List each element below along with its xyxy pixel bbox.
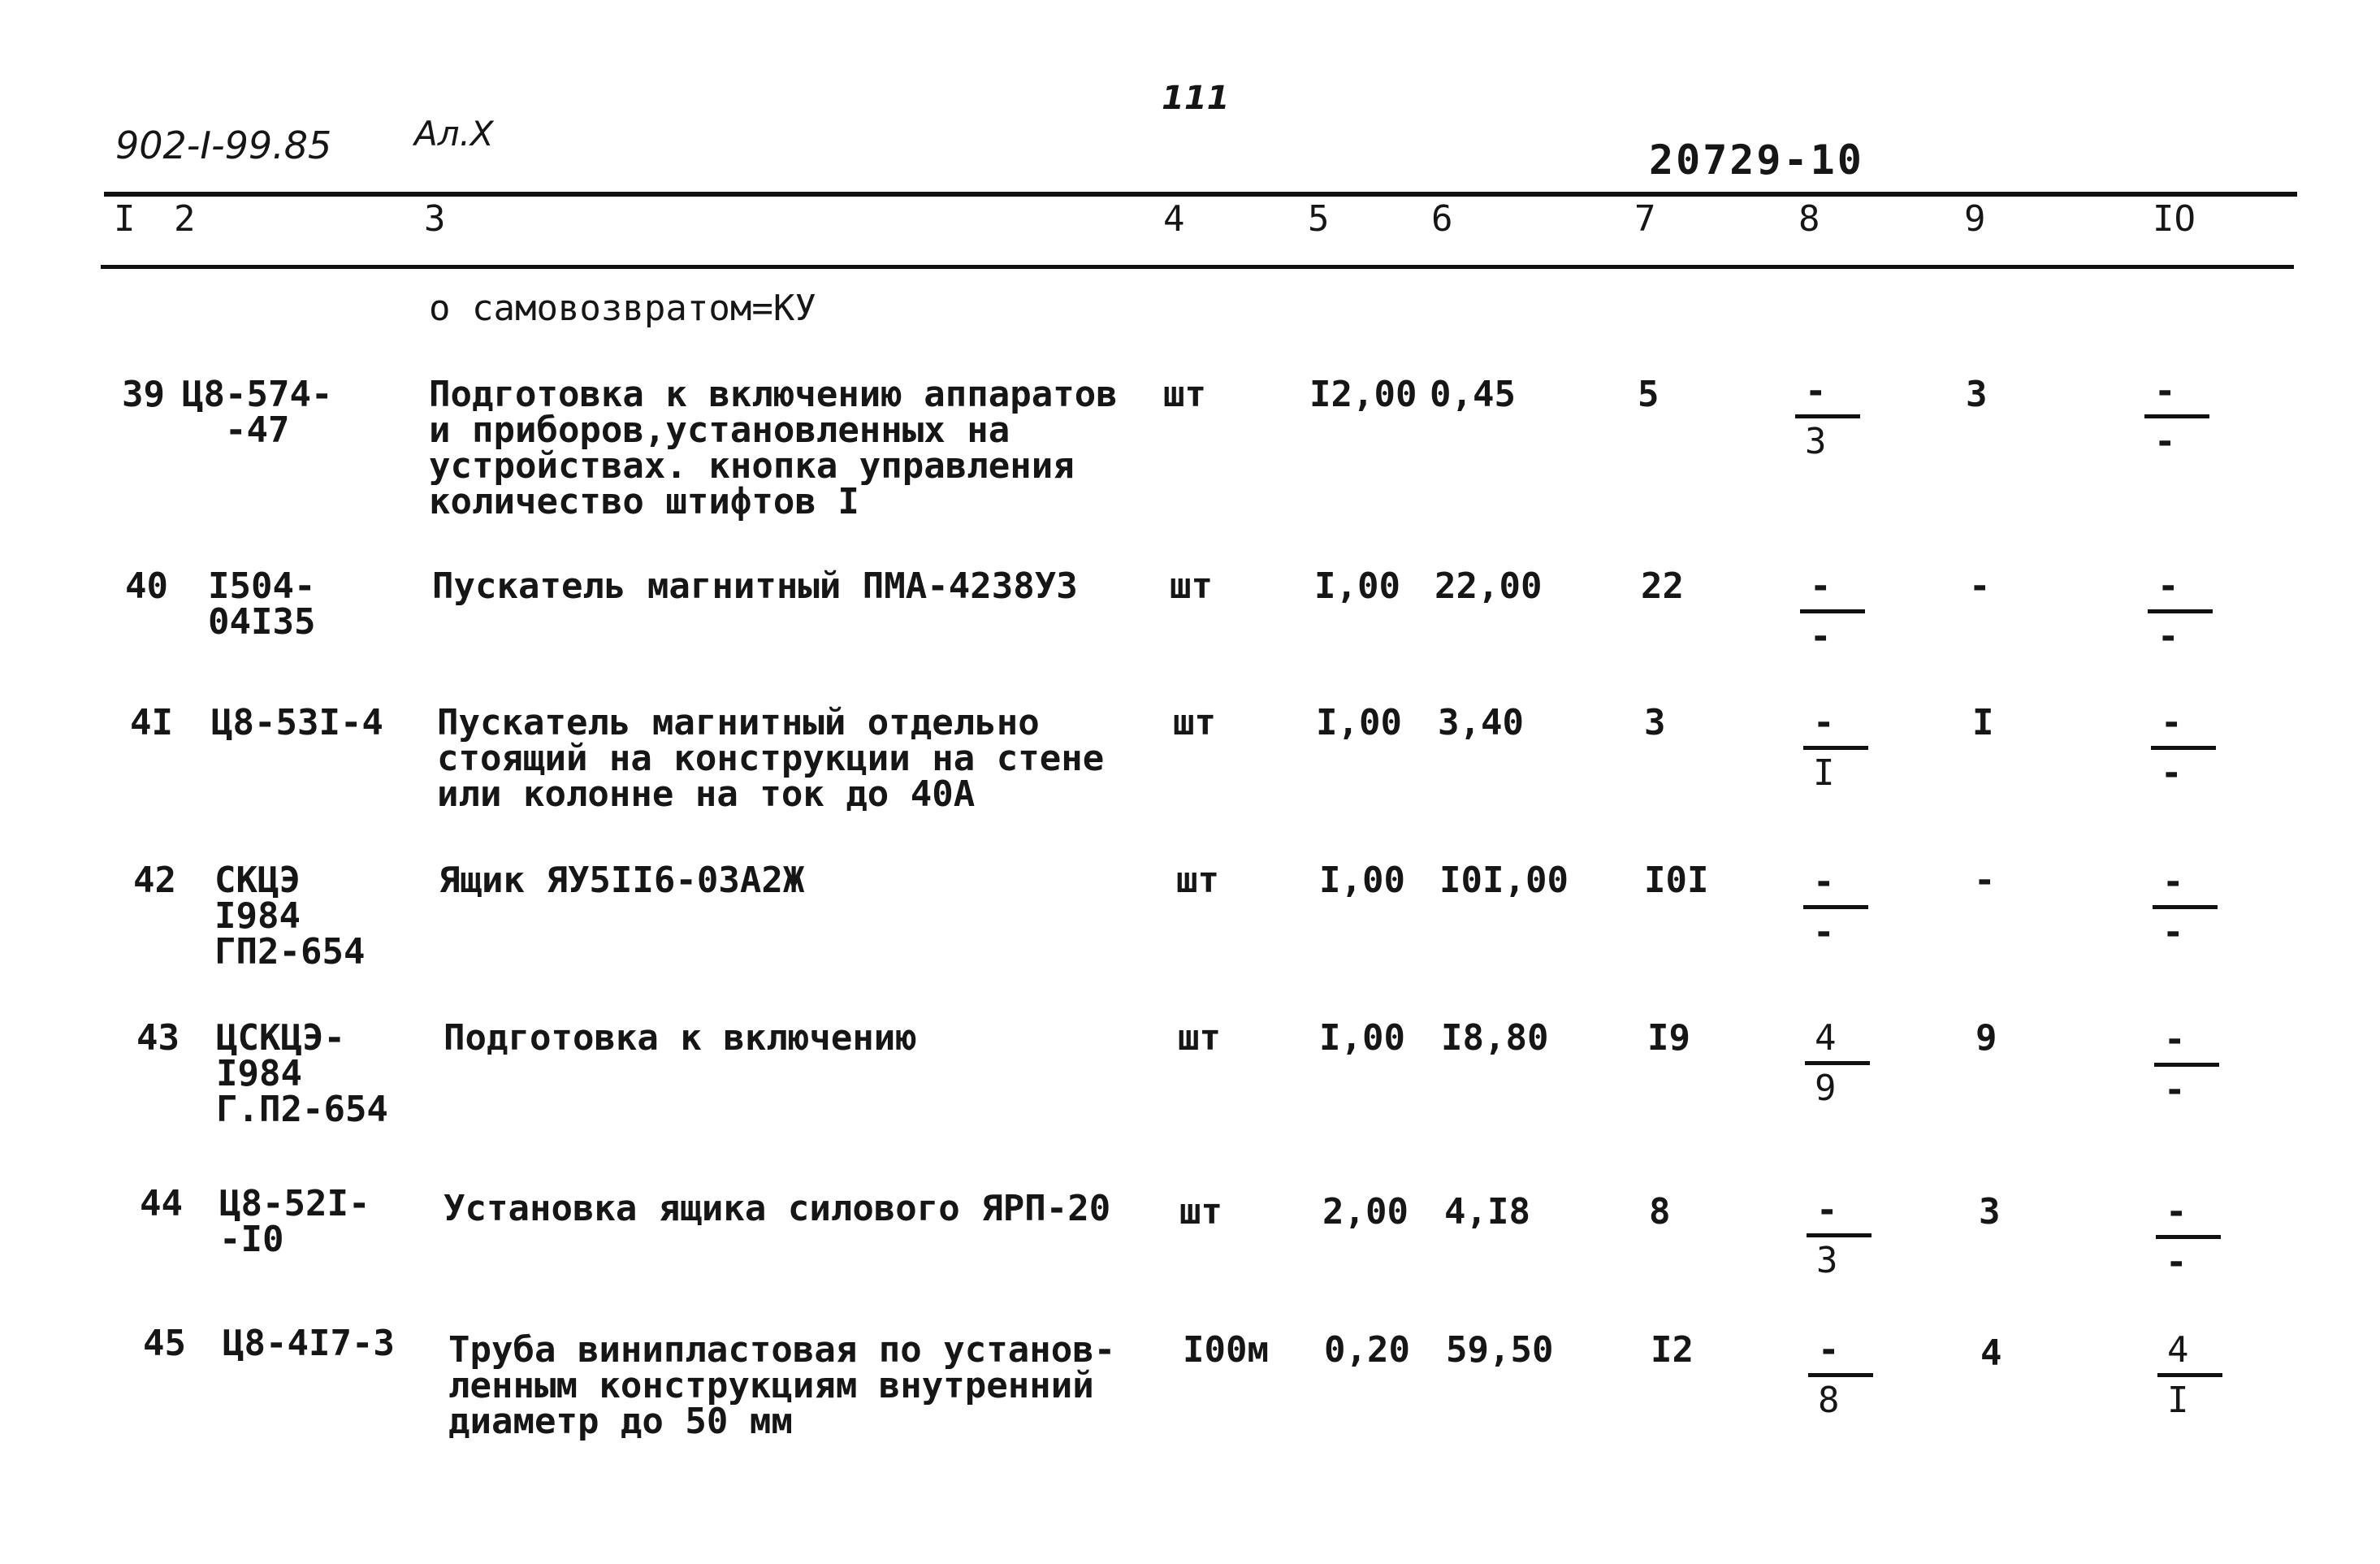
continuation-text: о самовозвратом=КУ	[429, 288, 816, 329]
row-code: Ц8-53I-4	[211, 702, 383, 743]
fraction-bar	[1803, 905, 1868, 909]
row-quantity: I,00	[1319, 1017, 1405, 1059]
fraction-denominator: -	[2154, 421, 2176, 462]
row-price: I8,80	[1441, 1017, 1549, 1059]
fraction-denominator: -	[2157, 616, 2179, 657]
row-total: I0I	[1644, 860, 1709, 901]
row-total: 22	[1641, 565, 1684, 607]
row-description: Ящик ЯУ5II6-03А2Ж	[439, 860, 805, 901]
fraction-bar	[1808, 1373, 1873, 1377]
fraction-denominator: I	[2167, 1380, 2189, 1421]
fraction-numerator: -	[2164, 1019, 2186, 1060]
row-col8-fraction	[1805, 1017, 1878, 1110]
fraction-numerator: 4	[1815, 1017, 1837, 1059]
row-total: 8	[1649, 1191, 1671, 1233]
row-code: Ц8-574- -47	[182, 374, 333, 451]
row-price: 0,45	[1430, 374, 1516, 415]
row-code: I504- 04I35	[208, 565, 316, 643]
row-description: Установка ящика силового ЯРП-20	[444, 1188, 1111, 1229]
row-number: 4I	[130, 702, 173, 743]
fraction-bar	[2151, 746, 2216, 750]
row-quantity: 0,20	[1324, 1329, 1410, 1371]
fraction-numerator: -	[2162, 861, 2184, 903]
row-col10-fraction	[2157, 1329, 2231, 1422]
row-number: 45	[143, 1323, 186, 1364]
header-top-rule	[104, 192, 2297, 197]
fraction-denominator: -	[2164, 1069, 2186, 1111]
row-number: 43	[136, 1017, 180, 1059]
fraction-denominator: I	[1813, 752, 1835, 794]
row-col8-fraction	[1800, 565, 1873, 658]
fraction-numerator: -	[1813, 861, 1835, 903]
fraction-numerator: -	[1816, 1189, 1838, 1231]
row-code: ЦСКЦЭ- I984 Г.П2-654	[216, 1017, 388, 1130]
row-description: Пускатель магнитный ПМА-4238УЗ	[432, 565, 1078, 607]
fraction-denominator: -	[2161, 752, 2183, 794]
row-price: I0I,00	[1439, 860, 1569, 901]
row-code: Ц8-52I- -I0	[219, 1183, 370, 1260]
row-price: 3,40	[1438, 702, 1524, 743]
fraction-denominator: -	[1810, 616, 1832, 657]
fraction-denominator: 8	[1818, 1380, 1840, 1421]
fraction-numerator: -	[1805, 370, 1827, 412]
fraction-numerator: -	[1813, 702, 1835, 743]
fraction-bar	[2144, 414, 2209, 418]
fraction-bar	[2153, 905, 2218, 909]
row-col8-fraction	[1795, 370, 1868, 463]
row-unit: шт	[1163, 374, 1206, 415]
row-col9: -	[1969, 565, 1991, 607]
row-total: I9	[1647, 1017, 1690, 1059]
fraction-bar	[1803, 746, 1868, 750]
row-col10-fraction	[2154, 1019, 2227, 1111]
row-col9: 3	[1979, 1191, 2001, 1233]
row-col10-fraction	[2156, 1191, 2229, 1284]
row-price: 59,50	[1446, 1329, 1554, 1371]
row-number: 44	[140, 1183, 183, 1224]
fraction-denominator: 9	[1815, 1068, 1837, 1109]
fraction-bar	[1795, 414, 1860, 418]
col-header-8: 8	[1798, 198, 1820, 240]
fraction-denominator: -	[2162, 912, 2184, 953]
row-col8-fraction	[1807, 1189, 1880, 1282]
row-quantity: I,00	[1314, 565, 1400, 607]
row-col10-fraction	[2144, 370, 2218, 463]
fraction-bar	[2157, 1373, 2222, 1377]
row-col9: 3	[1966, 374, 1988, 415]
col-header-5: 5	[1308, 198, 1330, 240]
col-header-1: I	[114, 198, 136, 240]
row-description: Подготовка к включению аппаратов и приборов,установленных на устройствах. кнопка управления количество штифтов I	[429, 374, 1118, 522]
row-code: Ц8-4I7-3	[223, 1323, 395, 1364]
row-col9: 4	[1980, 1332, 2002, 1374]
row-quantity: I2,00	[1309, 374, 1417, 415]
row-unit: шт	[1176, 860, 1219, 901]
row-number: 39	[122, 374, 165, 415]
col-header-2: 2	[174, 198, 196, 240]
row-code: СКЦЭ I984 ГП2-654	[214, 860, 366, 973]
row-unit: шт	[1170, 565, 1213, 607]
fraction-denominator: 3	[1805, 421, 1827, 462]
row-number: 42	[133, 860, 176, 901]
sheet-reference: Ал.X	[414, 114, 494, 154]
fraction-bar	[1807, 1233, 1872, 1237]
row-quantity: I,00	[1316, 702, 1402, 743]
document-code: 902-I-99.85	[115, 123, 332, 167]
fraction-bar	[2148, 609, 2213, 613]
header-bottom-rule	[101, 265, 2294, 269]
col-header-10: IO	[2153, 198, 2196, 240]
row-total: 3	[1644, 702, 1666, 743]
row-price: 4,I8	[1444, 1191, 1530, 1233]
row-col8-fraction	[1808, 1329, 1881, 1422]
row-unit: шт	[1178, 1017, 1221, 1059]
fraction-numerator: -	[1818, 1329, 1840, 1371]
fraction-bar	[1800, 609, 1865, 613]
fraction-numerator: 4	[2167, 1329, 2189, 1371]
fraction-numerator: -	[1810, 565, 1832, 607]
row-col8-fraction	[1803, 861, 1876, 954]
fraction-denominator: -	[1813, 912, 1835, 953]
row-unit: шт	[1179, 1191, 1222, 1233]
row-quantity: 2,00	[1322, 1191, 1409, 1233]
row-description: Подготовка к включению	[444, 1017, 917, 1059]
fraction-numerator: -	[2157, 565, 2179, 607]
row-col9: -	[1974, 860, 1996, 901]
row-col9: I	[1972, 702, 1994, 743]
row-unit: I00м	[1183, 1329, 1269, 1371]
row-number: 40	[125, 565, 168, 607]
row-quantity: I,00	[1319, 860, 1405, 901]
col-header-6: 6	[1431, 198, 1453, 240]
fraction-bar	[2154, 1063, 2219, 1067]
row-total: 5	[1638, 374, 1660, 415]
fraction-numerator: -	[2166, 1191, 2187, 1233]
page-number: 111	[1162, 80, 1230, 117]
row-price: 22,00	[1434, 565, 1543, 607]
row-col10-fraction	[2148, 565, 2221, 658]
fraction-bar	[1805, 1061, 1870, 1065]
col-header-4: 4	[1163, 198, 1185, 240]
row-col10-fraction	[2151, 702, 2224, 795]
col-header-7: 7	[1634, 198, 1656, 240]
inventory-number: 20729-10	[1649, 136, 1864, 184]
row-col10-fraction	[2153, 861, 2226, 954]
row-description: Пускатель магнитный отдельно стоящий на конструкции на стене или колонне на ток до 40А	[437, 702, 1105, 815]
fraction-numerator: -	[2161, 702, 2183, 743]
fraction-denominator: -	[2166, 1241, 2187, 1283]
row-total: I2	[1651, 1329, 1694, 1371]
col-header-3: 3	[424, 198, 446, 240]
fraction-numerator: -	[2154, 370, 2176, 412]
row-description: Труба винипластовая по установ- ленным конструкциям внутренний диаметр до 50 мм	[448, 1329, 1116, 1442]
col-header-9: 9	[1964, 198, 1986, 240]
row-col9: 9	[1975, 1017, 1997, 1059]
fraction-denominator: 3	[1816, 1240, 1838, 1281]
fraction-bar	[2156, 1235, 2221, 1239]
row-unit: шт	[1173, 702, 1216, 743]
row-col8-fraction	[1803, 702, 1876, 795]
